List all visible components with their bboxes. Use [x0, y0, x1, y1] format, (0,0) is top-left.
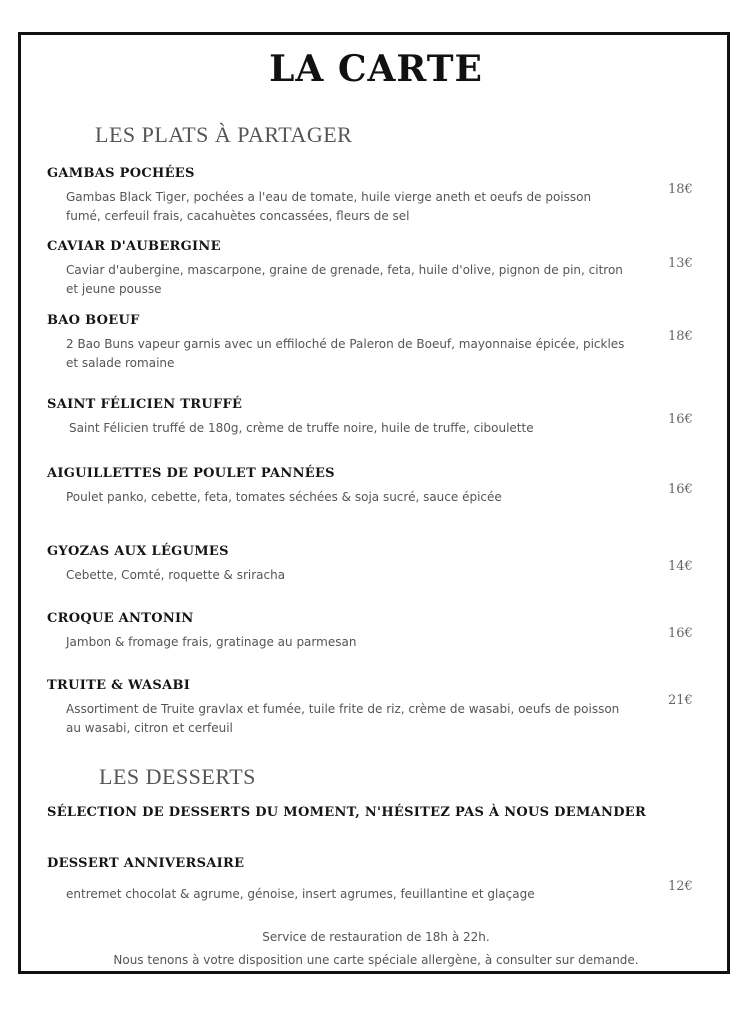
- dish-name: TRUITE & WASABI: [47, 678, 191, 693]
- allergen-note: Nous tenons à votre disposition une carte spéciale allergène, à consulter sur demande.: [113, 953, 639, 967]
- dish-price: 16€: [668, 626, 693, 641]
- dish-name: CAVIAR D'AUBERGINE: [47, 239, 221, 254]
- dish-name: CROQUE ANTONIN: [47, 611, 194, 626]
- dish-description: Poulet panko, cebette, feta, tomates séchées & soja sucré, sauce épicée: [66, 490, 502, 504]
- dish-description: Saint Félicien truffé de 180g, crème de truffe noire, huile de truffe, ciboulette: [69, 421, 534, 435]
- dish-price: 12€: [668, 879, 693, 894]
- section-title-plats: LES PLATS À PARTAGER: [95, 122, 353, 147]
- dish-description: Cebette, Comté, roquette & sriracha: [66, 568, 286, 582]
- dish-price: 21€: [668, 693, 693, 708]
- dish-price: 16€: [668, 412, 693, 427]
- dish-price: 13€: [668, 256, 693, 271]
- dish-name: DESSERT ANNIVERSAIRE: [47, 856, 245, 871]
- service-hours-note: Service de restauration de 18h à 22h.: [262, 930, 490, 944]
- dish-price: 18€: [668, 182, 693, 197]
- dish-description: entremet chocolat & agrume, génoise, insert agrumes, feuillantine et glaçage: [66, 887, 535, 901]
- dish-name: GAMBAS POCHÉES: [47, 166, 195, 181]
- dish-price: 18€: [668, 329, 693, 344]
- dish-name: AIGUILLETTES DE POULET PANNÉES: [47, 466, 335, 481]
- dish-name: SAINT FÉLICIEN TRUFFÉ: [47, 397, 243, 412]
- dish-price: 16€: [668, 482, 693, 497]
- dish-name: BAO BOEUF: [47, 313, 140, 328]
- dish-description: 2 Bao Buns vapeur garnis avec un effiloché de Paleron de Boeuf, mayonnaise épicée, pickles et salade romaine: [66, 337, 625, 370]
- dish-description: Jambon & fromage frais, gratinage au parmesan: [66, 635, 357, 649]
- dessert-selection-note: SÉLECTION DE DESSERTS DU MOMENT, N'HÉSITEZ PAS À NOUS DEMANDER: [47, 805, 647, 820]
- dish-description: Caviar d'aubergine, mascarpone, graine de grenade, feta, huile d'olive, pignon de pin, citron et jeune pousse: [66, 263, 623, 296]
- dish-name: GYOZAS AUX LÉGUMES: [47, 544, 229, 559]
- dish-price: 14€: [668, 559, 693, 574]
- menu-title: LA CARTE: [269, 48, 483, 90]
- dish-description: Gambas Black Tiger, pochées a l'eau de tomate, huile vierge aneth et oeufs de poisson fumé, cerfeuil frais, cacahuètes concassées, fleurs de sel: [66, 190, 592, 223]
- section-title-desserts: LES DESSERTS: [99, 764, 256, 789]
- dish-description: Assortiment de Truite gravlax et fumée, tuile frite de riz, crème de wasabi, oeufs de poisson au wasabi, citron et cerfeuil: [66, 702, 620, 735]
